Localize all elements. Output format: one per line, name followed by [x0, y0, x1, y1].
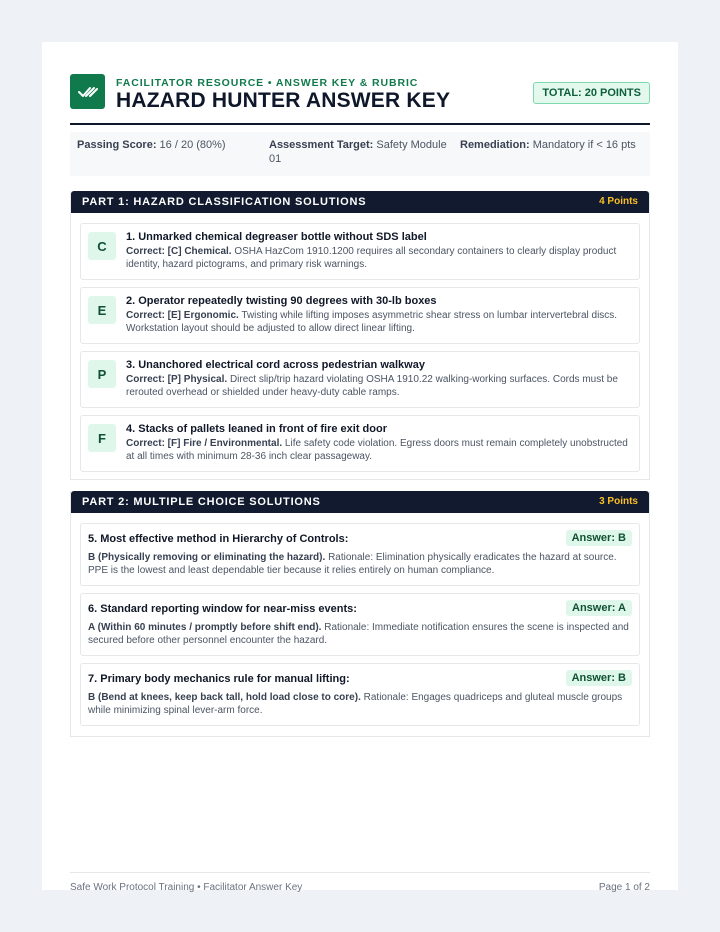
page-title: HAZARD HUNTER ANSWER KEY [116, 89, 451, 112]
mc-question: 6. Standard reporting window for near-miss events: [88, 603, 357, 615]
mc-item [80, 663, 640, 726]
mc-correct-choice: A (Within 60 minutes / promptly before shift end). [88, 622, 322, 633]
mc-question: 5. Most effective method in Hierarchy of Controls: [88, 533, 349, 545]
hazard-rationale: OSHA HazCom 1910.1200 requires all secondary containers to clearly display product identity, hazard pictograms, and primary risk warnings. [126, 246, 617, 270]
part2-section [70, 491, 650, 737]
document-header [70, 74, 650, 124]
remediation-value: Mandatory if < 16 pts [532, 139, 636, 151]
part1-header [71, 191, 649, 213]
mc-explanation [88, 691, 629, 717]
passing-score-value: 16 / 20 (80%) [159, 139, 226, 151]
part2-header [71, 491, 649, 513]
hazard-item [80, 287, 640, 344]
hazard-title: 4. Stacks of pallets leaned in front of fire exit door [126, 423, 387, 435]
part1-title: PART 1: HAZARD CLASSIFICATION SOLUTIONS [82, 196, 367, 208]
remediation-label: Remediation: [460, 139, 530, 151]
part2-points: 3 Points [599, 496, 638, 507]
remediation [460, 138, 650, 152]
hazard-item [80, 351, 640, 408]
mc-question: 7. Primary body mechanics rule for manual lifting: [88, 673, 350, 685]
meta-bar [70, 132, 650, 176]
hazard-correct: Correct: [C] Chemical. [126, 246, 232, 257]
page-number: Page 1 of 2 [598, 882, 650, 893]
hazard-letter: F [88, 424, 116, 452]
logo [70, 74, 105, 109]
passing-score-label: Passing Score: [77, 139, 157, 151]
eyebrow-label: FACILITATOR RESOURCE • ANSWER KEY & RUBRIC [116, 77, 419, 89]
total-points-badge: TOTAL: 20 POINTS [533, 82, 650, 104]
hazard-correct: Correct: [P] Physical. [126, 374, 228, 385]
hazard-explanation [126, 373, 629, 399]
mc-item [80, 523, 640, 586]
hazard-letter: C [88, 232, 116, 260]
hazard-rationale: Direct slip/trip hazard violating OSHA 1910.22 walking-working surfaces. Cords must be rerouted overhead or shielded under heavy-duty cable ramps. [126, 374, 618, 398]
assessment-target [269, 138, 457, 166]
hazard-explanation [126, 245, 629, 271]
footer-left-text: Safe Work Protocol Training • Facilitator Answer Key [70, 882, 303, 893]
hazard-title: 1. Unmarked chemical degreaser bottle without SDS label [126, 231, 427, 243]
mc-rationale: Rationale: Elimination physically eradicates the hazard at source. PPE is the lowest and least dependable tier because it relies entirely on human compliance. [88, 552, 617, 576]
part1-points: 4 Points [599, 196, 638, 207]
header-divider [70, 123, 650, 125]
part1-body [71, 213, 649, 472]
footer-divider [70, 872, 650, 873]
hazard-correct: Correct: [E] Ergonomic. [126, 310, 239, 321]
hazard-title: 3. Unanchored electrical cord across pedestrian walkway [126, 359, 425, 371]
hazard-explanation [126, 309, 629, 335]
assessment-target-value: Safety Module 01 [269, 139, 447, 165]
part1-section [70, 191, 650, 480]
mc-rationale: Rationale: Engages quadriceps and gluteal muscle groups while minimizing spinal lever-arm force. [88, 692, 623, 716]
mc-rationale: Rationale: Immediate notification ensures the scene is inspected and secured before other personnel encounter the hazard. [88, 622, 629, 646]
hazard-rationale: Twisting while lifting imposes asymmetric shear stress on lumbar intervertebral discs. Workstation layout should be adjusted to allow direct linear lifting. [126, 310, 618, 334]
mc-item [80, 593, 640, 656]
passing-score [77, 138, 262, 152]
answer-badge: Answer: B [566, 670, 632, 686]
hazard-item [80, 223, 640, 280]
mc-correct-choice: B (Bend at knees, keep back tall, hold load close to core). [88, 692, 361, 703]
answer-badge: Answer: A [566, 600, 632, 616]
part2-body [71, 513, 649, 726]
double-check-icon [78, 85, 98, 99]
answer-badge: Answer: B [566, 530, 632, 546]
page-content [70, 74, 650, 893]
mc-explanation [88, 621, 629, 647]
hazard-letter: P [88, 360, 116, 388]
part2-title: PART 2: MULTIPLE CHOICE SOLUTIONS [82, 496, 321, 508]
hazard-correct: Correct: [F] Fire / Environmental. [126, 438, 283, 449]
hazard-explanation [126, 437, 629, 463]
mc-correct-choice: B (Physically removing or eliminating the hazard). [88, 552, 326, 563]
hazard-title: 2. Operator repeatedly twisting 90 degrees with 30-lb boxes [126, 295, 437, 307]
hazard-rationale: Life safety code violation. Egress doors must remain completely unobstructed at all times with minimum 28-36 inch clear passageway. [126, 438, 628, 462]
assessment-target-label: Assessment Target: [269, 139, 374, 151]
page [42, 42, 678, 893]
hazard-letter: E [88, 296, 116, 324]
mc-explanation [88, 551, 629, 577]
hazard-item [80, 415, 640, 472]
